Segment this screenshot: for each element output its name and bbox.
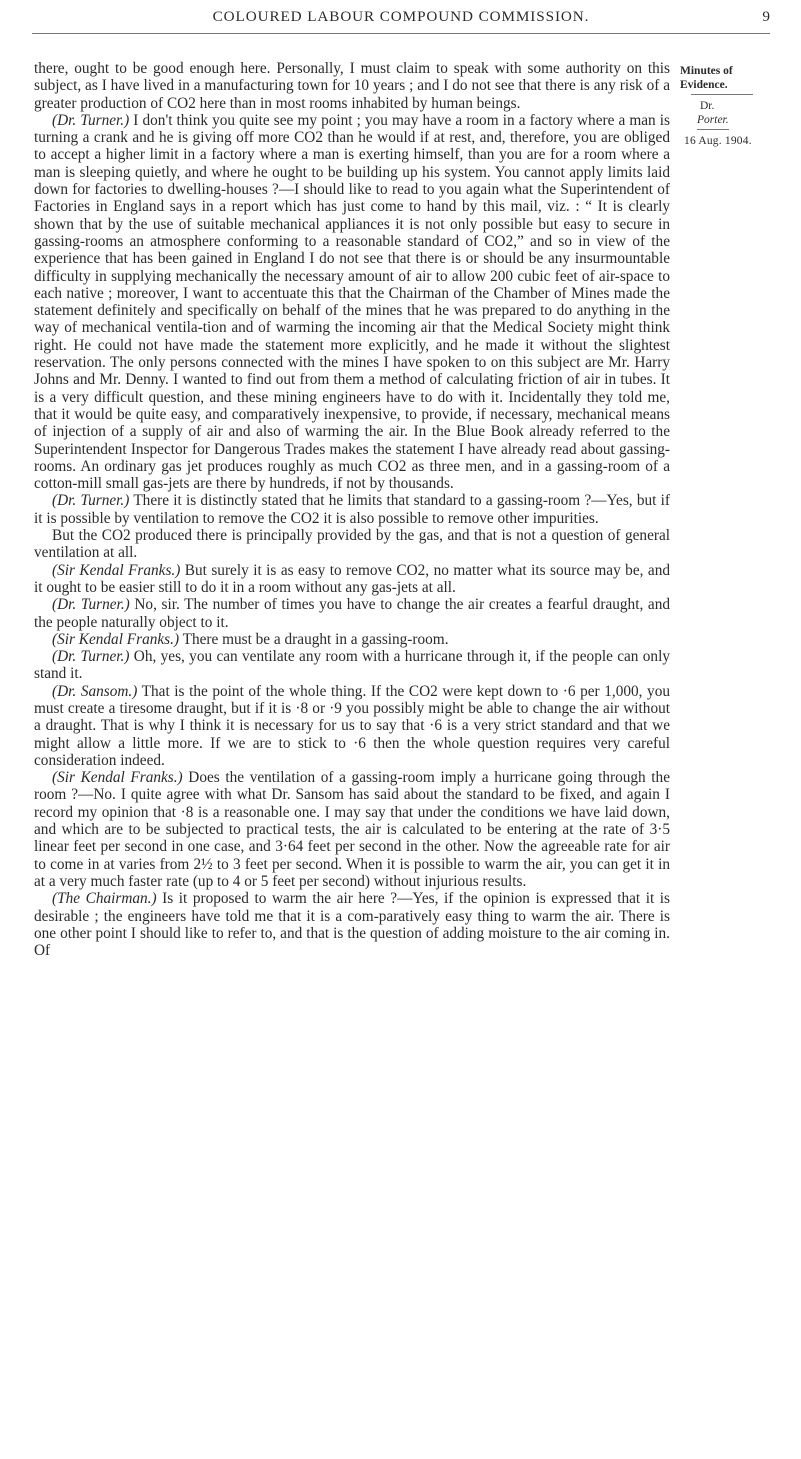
paragraph-text: No, sir. The number of times you have to change the air creates a fearful draught, and the people naturally object to it. <box>34 596 670 631</box>
paragraph <box>34 60 670 112</box>
paragraph-text: That is the point of the whole thing. If the CO2 were kept down to ·6 per 1,000, you must create a tiresome draught, but if it is ·8 or ·9 you possibly might be able to change the air without a draught. That is why I think it is necessary for us to say that ·6 is a very strict standard and that we might allow a little more. If we are to stick to ·6 then the whole question requires very careful consideration indeed. <box>34 682 670 769</box>
witness-rule <box>697 129 729 130</box>
margin-heading-line-2: Evidence. <box>680 79 728 91</box>
paragraph <box>34 648 670 683</box>
paragraph-text: there, ought to be good enough here. Personally, I must claim to speak with some authority on this subject, as I have lived in a manufacturing town for 10 years ; and I do not see that there is any risk of a greater production of CO2 here than in most rooms inhabited by human beings. <box>34 60 670 112</box>
speaker: (Dr. Turner.) <box>52 596 130 614</box>
speaker: (Dr. Turner.) <box>52 648 130 666</box>
header-rule <box>32 33 770 34</box>
page-header <box>32 8 770 30</box>
margin-heading-rule <box>691 94 753 95</box>
hearing-date: 16 Aug. 1904. <box>684 135 752 147</box>
margin-notes <box>679 64 801 148</box>
paragraph <box>34 890 670 959</box>
paragraph <box>34 631 670 648</box>
paragraph <box>34 112 670 493</box>
paragraph-text: There must be a draught in a gassing-room. <box>179 630 449 648</box>
paragraph <box>34 492 670 527</box>
speaker: (Dr. Sansom.) <box>52 682 138 700</box>
speaker: (Sir Kendal Franks.) <box>52 769 183 787</box>
witness-title: Dr. <box>700 100 715 112</box>
speaker: (Dr. Turner.) <box>52 111 130 129</box>
margin-heading-line-1: Minutes of <box>680 65 733 77</box>
paragraph <box>34 683 670 769</box>
witness-name: Porter. <box>697 114 729 126</box>
minutes-body <box>34 60 670 959</box>
paragraph-text: But the CO2 produced there is principally provided by the gas, and that is not a question of general ventilation at all. <box>34 527 670 562</box>
paragraph-text: There it is distinctly stated that he limits that standard to a gassing-room ?—Yes, but if it is possible by ventilation to remove the CO2 it is also possible to remove other impurities. <box>34 492 670 527</box>
paragraph-text: Oh, yes, you can ventilate any room with a hurricane through it, if the people can only stand it. <box>34 648 670 683</box>
paragraph <box>34 562 670 597</box>
speaker: (The Chairman.) <box>52 890 157 908</box>
paragraph <box>34 769 670 890</box>
page-number: 9 <box>762 8 770 25</box>
paragraph <box>34 596 670 631</box>
margin-heading <box>680 64 801 92</box>
paragraph <box>34 527 670 562</box>
speaker: (Sir Kendal Franks.) <box>52 630 180 648</box>
paragraph-text: Is it proposed to warm the air here ?—Yes, if the opinion is expressed that it is desirable ; the engineers have told me that it is a com-paratively easy thing to warm the air. There is one other point I should like to refer to, and that is the question of adding moisture to the air coming in. Of <box>34 890 670 960</box>
running-title: COLOURED LABOUR COMPOUND COMMISSION. <box>212 8 590 25</box>
paragraph-text: But surely it is as easy to remove CO2, no matter what its source may be, and it ought to be easier still to do it in a room without any gas-jets at all. <box>34 561 670 596</box>
speaker: (Dr. Turner.) <box>52 492 130 510</box>
speaker: (Sir Kendal Franks.) <box>52 561 181 579</box>
paragraph-text: I don't think you quite see my point ; you may have a room in a factory where a man is turning a crank and he is giving off more CO2 than he would if at rest, and, therefore, you are obliged to accept a higher limit in a factory where a man is exerting himself, than you are for a room where a man is sleeping quietly, and where he ought to be building up his system. You cannot apply limits laid down for factories to dwelling-houses ?—I should like to read to you again what the Superintendent of Factories in England says in a report which has just come to hand by this mail, viz. : “ It is clearly shown that by the use of suitable mechanical appliances it is not only possible but easy to secure in gassing-rooms an atmosphere conforming to a reasonable standard of CO2,” and so in view of the experience that has been gained in England I do not see that there is or should be any insurmountable difficulty in supplying mechanically the necessary amount of air to allow 200 cubic feet of air-space to each native ; moreover, I want to accentuate this that the Chairman of the Chamber of Mines made the statement definitely and specifically on behalf of the mines that he was prepared to do anything in the way of mechanical ventila-tion and of warming the incoming air that the Medical Society might think right. He could not have made the statement more explicitly, and he made it without the slightest reservation. The only persons connected with the mines I have spoken to on this subject are Mr. Harry Johns and Mr. Denny. I wanted to find out from them a method of calculating friction of air in tubes. It is a very difficult question, and these mining engineers have to do with it. Incidentally they told me, that it would be quite easy, and comparatively inexpensive, to provide, if necessary, mechanical means of injection of a supply of air and also of warming the air. In the Blue Book already referred to the Superintendent Inspector for Dangerous Trades makes the statement I have already read about gassing-rooms. An ordinary gas jet produces roughly as much CO2 as three men, and in a gassing-room of a cotton-mill small gas-jets are there by hundreds, if not by thousands. <box>34 111 670 493</box>
paragraph-text: Does the ventilation of a gassing-room imply a hurricane going through the room ?—No. I quite agree with what Dr. Sansom has said about the standard to be fixed, and again I record my opinion that ·8 is a reasonable one. I may say that under the conditions we have laid down, and which are to be subjected to practical tests, the air is calculated to be entering at the rate of 3·5 linear feet per second in one case, and 3·64 feet per second in the other. Now the agreeable rate for air to come in at varies from 2½ to 3 feet per second. When it is possible to warm the air, you can get it in at a very much faster rate (up to 4 or 5 feet per second) without injurious results. <box>34 769 670 890</box>
